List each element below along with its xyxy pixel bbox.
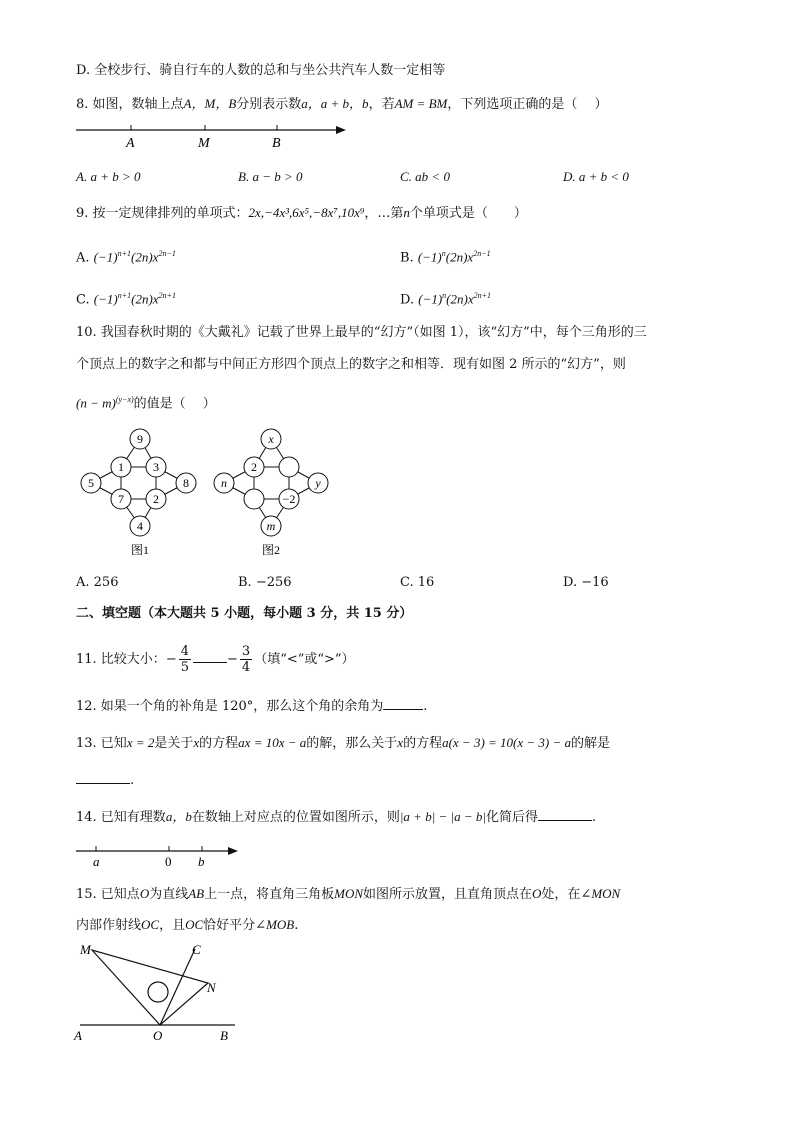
q13-eq1: ax = 10x − a — [238, 735, 307, 750]
q14-number-line — [74, 842, 244, 872]
q12-stem: 12. 如果一个角的补角是 120°，那么这个角的余角为 . — [76, 699, 428, 714]
q15-label-O: O — [153, 1028, 163, 1043]
q9-stem-b: ，…第 — [364, 206, 404, 221]
fig1-node-left: 5 — [88, 476, 94, 490]
q9-option-d[interactable]: D. $(-1)^n(2n)x^{2n+1}$ — [400, 291, 492, 308]
fig2-caption: 图2 — [261, 543, 281, 557]
q8-option-d[interactable]: D. a + b < 0 — [563, 169, 629, 184]
q10-option-b[interactable]: B. −256 — [238, 575, 292, 590]
q14-stem: 14. 已知有理数a，b在数轴上对应点的位置如图所示，则|a + b| − |a − b|化简后得 . — [76, 809, 597, 825]
q9-stem — [76, 204, 527, 223]
q9-terms: 2x,−4x³,6x⁵,−8x⁷,10x⁹ — [248, 205, 365, 220]
q10-magic-square-figures — [76, 424, 336, 564]
q8-nums: a，a + b，b — [301, 96, 369, 111]
fig2-node-tl: 2 — [251, 460, 257, 474]
q8-stem-a: 8. 如图，数轴上点 — [76, 97, 184, 112]
q9-n: n — [403, 205, 410, 220]
q9-stem-a: 9. 按一定规律排列的单项式： — [76, 206, 249, 221]
q12-text: 12. 如果一个角的补角是 120°，那么这个角的余角为 — [76, 699, 384, 714]
q14-expr: |a + b| − |a − b| — [399, 809, 486, 824]
q11-suffix: （填“<”或“>”） — [254, 652, 355, 667]
q11-f2-sign: − — [227, 652, 238, 667]
q15-stem-line1: 15. 已知点O为直线AB上一点，将直角三角板MON如图所示放置，且直角顶点在O处，在∠MON — [76, 886, 621, 902]
q10-option-d[interactable]: D. −16 — [563, 575, 609, 590]
q13-cond: x = 2 — [126, 735, 155, 750]
q15-stem-line2: 内部作射线OC，且OC恰好平分∠MOB. — [76, 917, 299, 933]
q7-option-d: D. 全校步行、骑自行车的人数的总和与坐公共汽车人数一定相等 — [76, 63, 446, 78]
q11-answer-blank[interactable] — [193, 662, 227, 663]
q8-option-c[interactable]: C. ab < 0 — [400, 169, 450, 184]
q9-option-c[interactable]: C. $(-1)^{n+1}(2n)x^{2n+1}$ — [76, 291, 176, 308]
q10-line3 — [76, 391, 216, 413]
q14-label-a: a — [93, 854, 100, 869]
q8-stem-b: 分别表示数 — [236, 97, 302, 112]
section-2-title: 二、填空题（本大题共 5 小题，每小题 3 分，共 15 分） — [76, 606, 413, 621]
fig2-node-br: −2 — [282, 492, 296, 506]
fig1-node-bl: 7 — [118, 492, 124, 506]
q8-stem — [76, 95, 608, 114]
q15-ray-OC — [160, 949, 195, 1025]
q8-cond: AM = BM — [394, 96, 448, 111]
fig2-node-bottom: m — [266, 519, 276, 533]
q8-stem-c: ，若 — [368, 97, 395, 112]
fig1-node-br: 2 — [153, 492, 159, 506]
q15-figure — [70, 936, 250, 1048]
q10-line1: 10. 我国春秋时期的《大戴礼》记载了世界上最早的“幻方”（如图 1），该“幻方”中，每个三角形的三 — [76, 325, 647, 340]
q13-stem: 13. 已知x = 2是关于x的方程ax = 10x − a的解，那么关于x的方程a(x − 3) = 10(x − 3) − a的解是 — [76, 735, 611, 751]
fig1-node-bottom: 4 — [137, 519, 143, 533]
q8-option-b[interactable]: B. a − b > 0 — [238, 169, 303, 184]
q8-option-a[interactable]: A. a + b > 0 — [76, 169, 141, 184]
q15-label-M: M — [80, 942, 91, 957]
q15-label-B: B — [220, 1028, 228, 1043]
q9-option-b[interactable]: B. $(-1)^n(2n)x^{2n-1}$ — [400, 249, 491, 266]
q10-expr-sup: (y−x) — [115, 395, 134, 404]
q15-label-A: A — [74, 1028, 82, 1043]
q10-figure-2 — [214, 429, 328, 557]
q15-label-C: C — [192, 942, 201, 957]
q10-line3-tail: 的值是（ ） — [133, 396, 216, 412]
q8-stem-d: ，下列选项正确的是（ ） — [447, 97, 608, 112]
q8-points: A，M，B — [183, 96, 237, 111]
q13-eq2: a(x − 3) = 10(x − 3) − a — [442, 735, 572, 750]
q8-label-M: M — [198, 136, 210, 151]
q9-option-a[interactable]: A. $(-1)^{n+1}(2n)x^{2n-1}$ — [76, 249, 176, 266]
q10-option-c[interactable]: C. 16 — [400, 575, 435, 590]
q8-number-line — [74, 118, 354, 152]
fig1-node-right: 8 — [183, 476, 189, 490]
fig1-node-tl: 1 — [118, 460, 124, 474]
q11-fraction-2: $\frac{3}{4}$ — [241, 644, 251, 675]
q13-answer-blank[interactable] — [76, 783, 130, 784]
q12-answer-blank[interactable] — [383, 709, 423, 710]
q13-answer-line: . — [76, 772, 134, 790]
q11-f1-sign: − — [165, 652, 177, 667]
fig2-node-left: n — [221, 476, 227, 490]
q10-figure-1 — [81, 429, 196, 557]
fig2-node-right: y — [315, 476, 321, 490]
q15-triangle-hole — [148, 982, 168, 1002]
q15-triangle-MON — [92, 950, 208, 1025]
q14-label-0: 0 — [165, 854, 172, 869]
q15-label-N: N — [207, 980, 216, 995]
q10-option-a[interactable]: A. 256 — [76, 575, 119, 590]
q11-stem — [76, 640, 355, 680]
q10-line2: 个顶点上的数字之和都与中间正方形四个顶点上的数字之和相等．现有如图 2 所示的“幻方”，则 — [76, 357, 626, 372]
q11-fraction-1: $\frac{4}{5}$ — [180, 644, 189, 675]
q11-prefix: 11. 比较大小： — [76, 652, 166, 667]
q14-answer-blank[interactable] — [538, 820, 592, 821]
q10-expr-base: (n − m) — [76, 395, 116, 411]
fig1-caption: 图1 — [130, 543, 150, 557]
q8-label-B: B — [272, 136, 281, 151]
fig1-node-top: 9 — [137, 432, 143, 446]
fig2-node-top: x — [268, 432, 274, 446]
q14-label-b: b — [198, 854, 205, 869]
q8-label-A: A — [126, 136, 135, 151]
fig1-node-tr: 3 — [153, 460, 159, 474]
q9-stem-c: 个单项式是（ ） — [409, 206, 527, 221]
